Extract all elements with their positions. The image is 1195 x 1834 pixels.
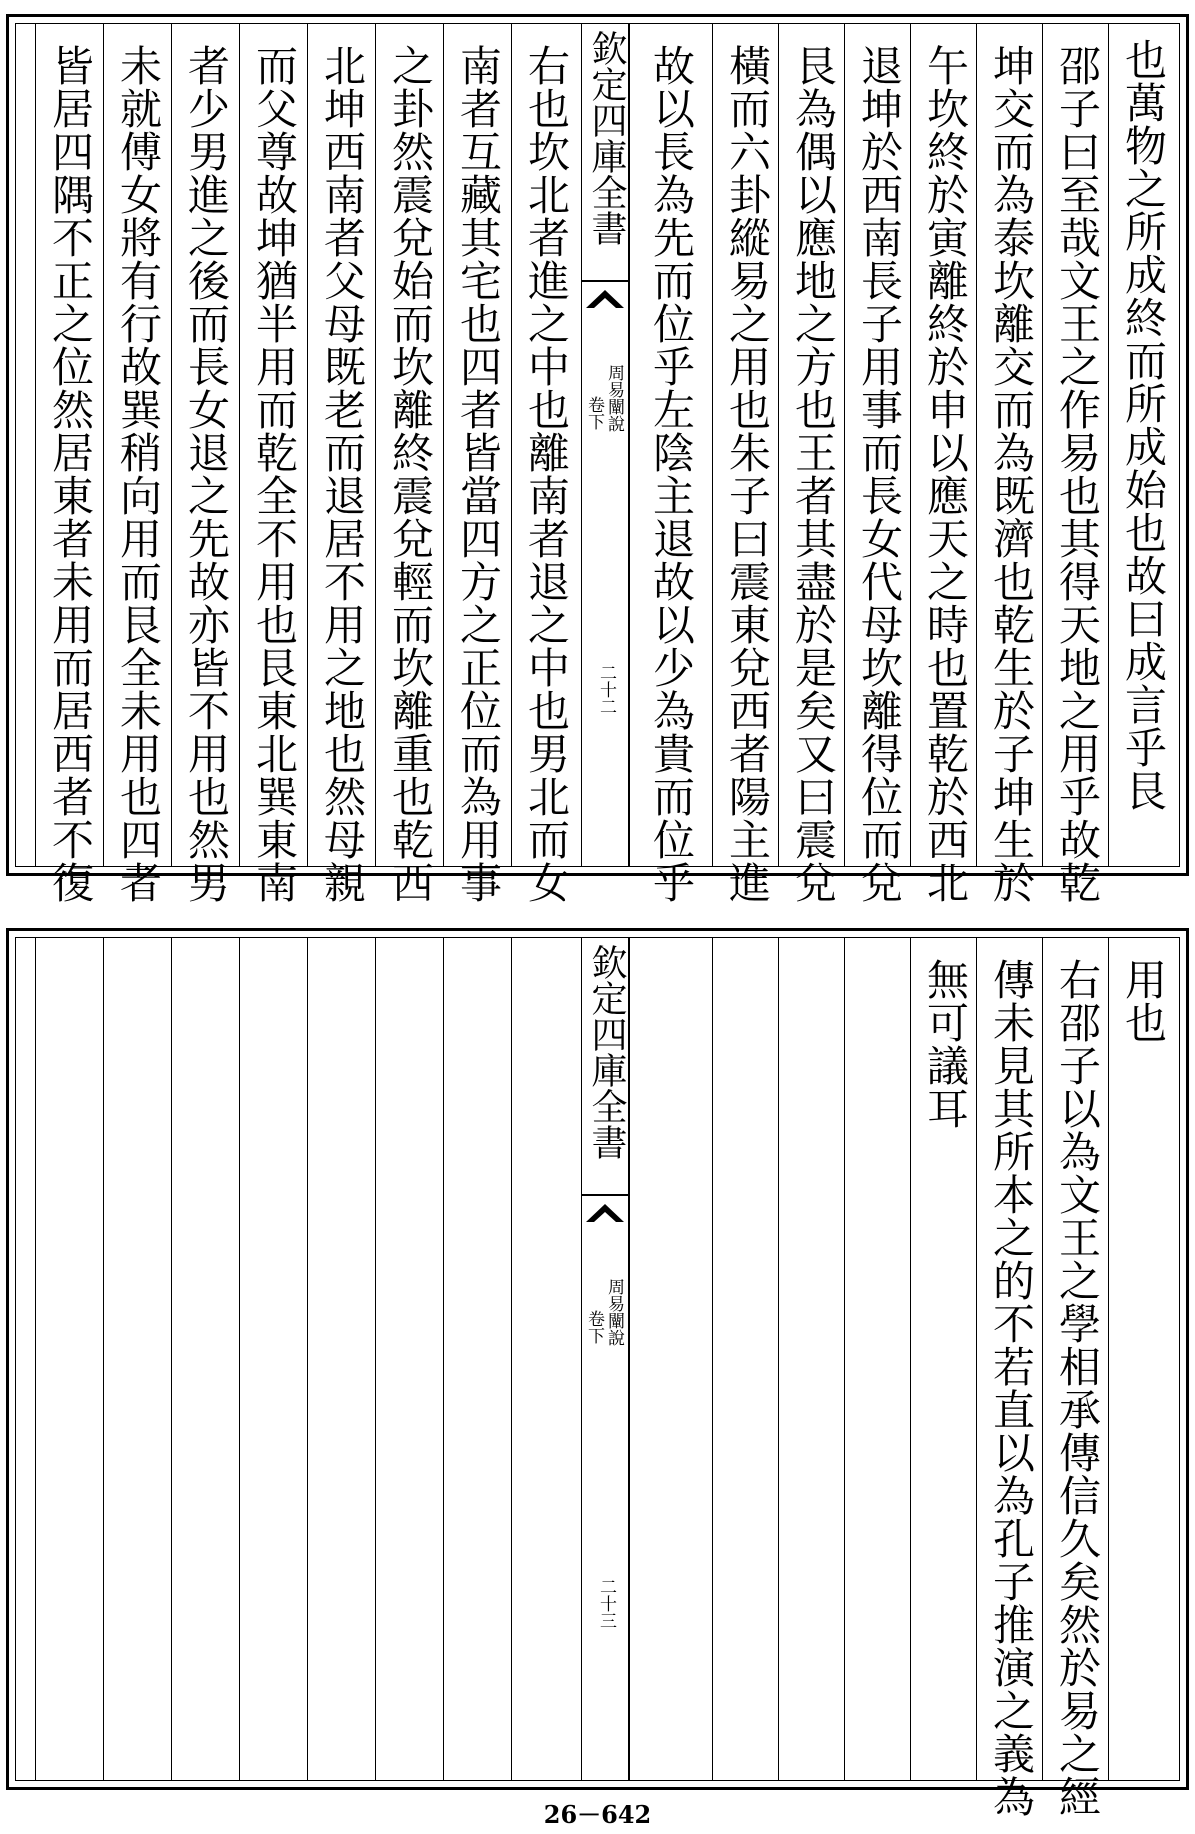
- empty-column: [844, 938, 914, 1780]
- column-text: 無可議耳: [921, 958, 970, 1130]
- spine-volume: 卷下: [584, 1310, 604, 1344]
- column-text: 也萬物之所成終而所成始也故曰成言乎艮: [1119, 38, 1168, 812]
- column-text: 皆居四隅不正之位然居東者未用而居西者不復: [46, 44, 95, 904]
- empty-column: [239, 938, 309, 1780]
- text-column: [239, 24, 309, 904]
- spine-page-number: 二十三: [596, 1578, 616, 1629]
- empty-column: [712, 938, 782, 1780]
- text-column: [1042, 938, 1112, 1818]
- column-text: 橫而六卦縱易之用也朱子曰震東兌西者陽主進: [723, 44, 772, 904]
- column-text: 者少男進之後而長女退之先故亦皆不用也然男: [182, 44, 231, 904]
- column-text: 故以長為先而位乎左陰主退故以少為貴而位乎: [647, 44, 696, 904]
- center-spine: [581, 938, 629, 1780]
- text-column: [910, 24, 980, 904]
- column-text: 傳未見其所本之的不若直以為孔子推演之義為: [987, 958, 1036, 1818]
- spine-title: 欽定四庫全書: [586, 30, 627, 246]
- spine-rule: [582, 1194, 628, 1196]
- column-text: 而父尊故坤猶半用而乾全不用也艮東北巽東南: [250, 44, 299, 904]
- empty-column: [375, 938, 445, 1780]
- text-column: [976, 938, 1046, 1818]
- text-column: [910, 938, 980, 1780]
- empty-column: [171, 938, 241, 1780]
- text-column: [35, 24, 105, 904]
- text-column: [1042, 24, 1112, 904]
- spine-rule: [582, 280, 628, 282]
- column-text: 邵子曰至哉文王之作易也其得天地之用乎故乾: [1053, 44, 1102, 904]
- empty-column: [629, 938, 712, 1780]
- text-column: [1108, 24, 1178, 866]
- empty-column: [443, 938, 513, 1780]
- spine-book-title: 周易闡說: [604, 364, 624, 432]
- page-footer-number: 26－642: [543, 1800, 652, 1829]
- empty-column: [511, 938, 581, 1780]
- center-spine: [581, 24, 629, 866]
- empty-column: [103, 938, 173, 1780]
- text-column: [712, 24, 782, 904]
- text-column: [307, 24, 377, 904]
- empty-column: [307, 938, 377, 1780]
- text-column: [629, 24, 712, 904]
- column-text: 用也: [1119, 958, 1168, 1044]
- fish-tail-mark-icon: [586, 286, 624, 310]
- spine-volume: 卷下: [584, 396, 604, 430]
- text-column: [443, 24, 513, 904]
- text-column: [103, 24, 173, 904]
- text-column: [375, 24, 445, 904]
- column-text: 北坤西南者父母既老而退居不用之地也然母親: [318, 44, 367, 904]
- top-page-frame: [15, 23, 1180, 904]
- text-column: [778, 24, 848, 904]
- text-column: [976, 24, 1046, 904]
- text-column: [171, 24, 241, 904]
- column-text: 右也坎北者進之中也離南者退之中也男北而女: [522, 44, 571, 904]
- column-text: 午坎終於寅離終於申以應天之時也置乾於西北: [921, 44, 970, 904]
- spine-book-title: 周易闡說: [604, 1278, 624, 1346]
- column-text: 退坤於西南長子用事而長女代母坎離得位而兌: [855, 44, 904, 904]
- spine-page-number: 二十二: [596, 664, 616, 715]
- spine-title: 欽定四庫全書: [586, 944, 627, 1160]
- text-column: [1108, 938, 1178, 1780]
- empty-column: [35, 938, 105, 1780]
- text-column: [511, 24, 581, 904]
- column-text: 艮為偶以應地之方也王者其盡於是矣又曰震兌: [789, 44, 838, 904]
- fish-tail-mark-icon: [586, 1200, 624, 1224]
- column-text: 未就傅女將有行故巽稍向用而艮全未用也四者: [114, 44, 163, 904]
- top-page: [6, 14, 1189, 904]
- text-column: [844, 24, 914, 904]
- column-text: 坤交而為泰坎離交而為既濟也乾生於子坤生於: [987, 44, 1036, 904]
- column-text: 南者互藏其宅也四者皆當四方之正位而為用事: [454, 44, 503, 904]
- column-text: 之卦然震兌始而坎離終震兌輕而坎離重也乾西: [386, 44, 435, 904]
- column-text: 右邵子以為文王之學相承傳信久矣然於易之經: [1053, 958, 1102, 1818]
- empty-column: [778, 938, 848, 1780]
